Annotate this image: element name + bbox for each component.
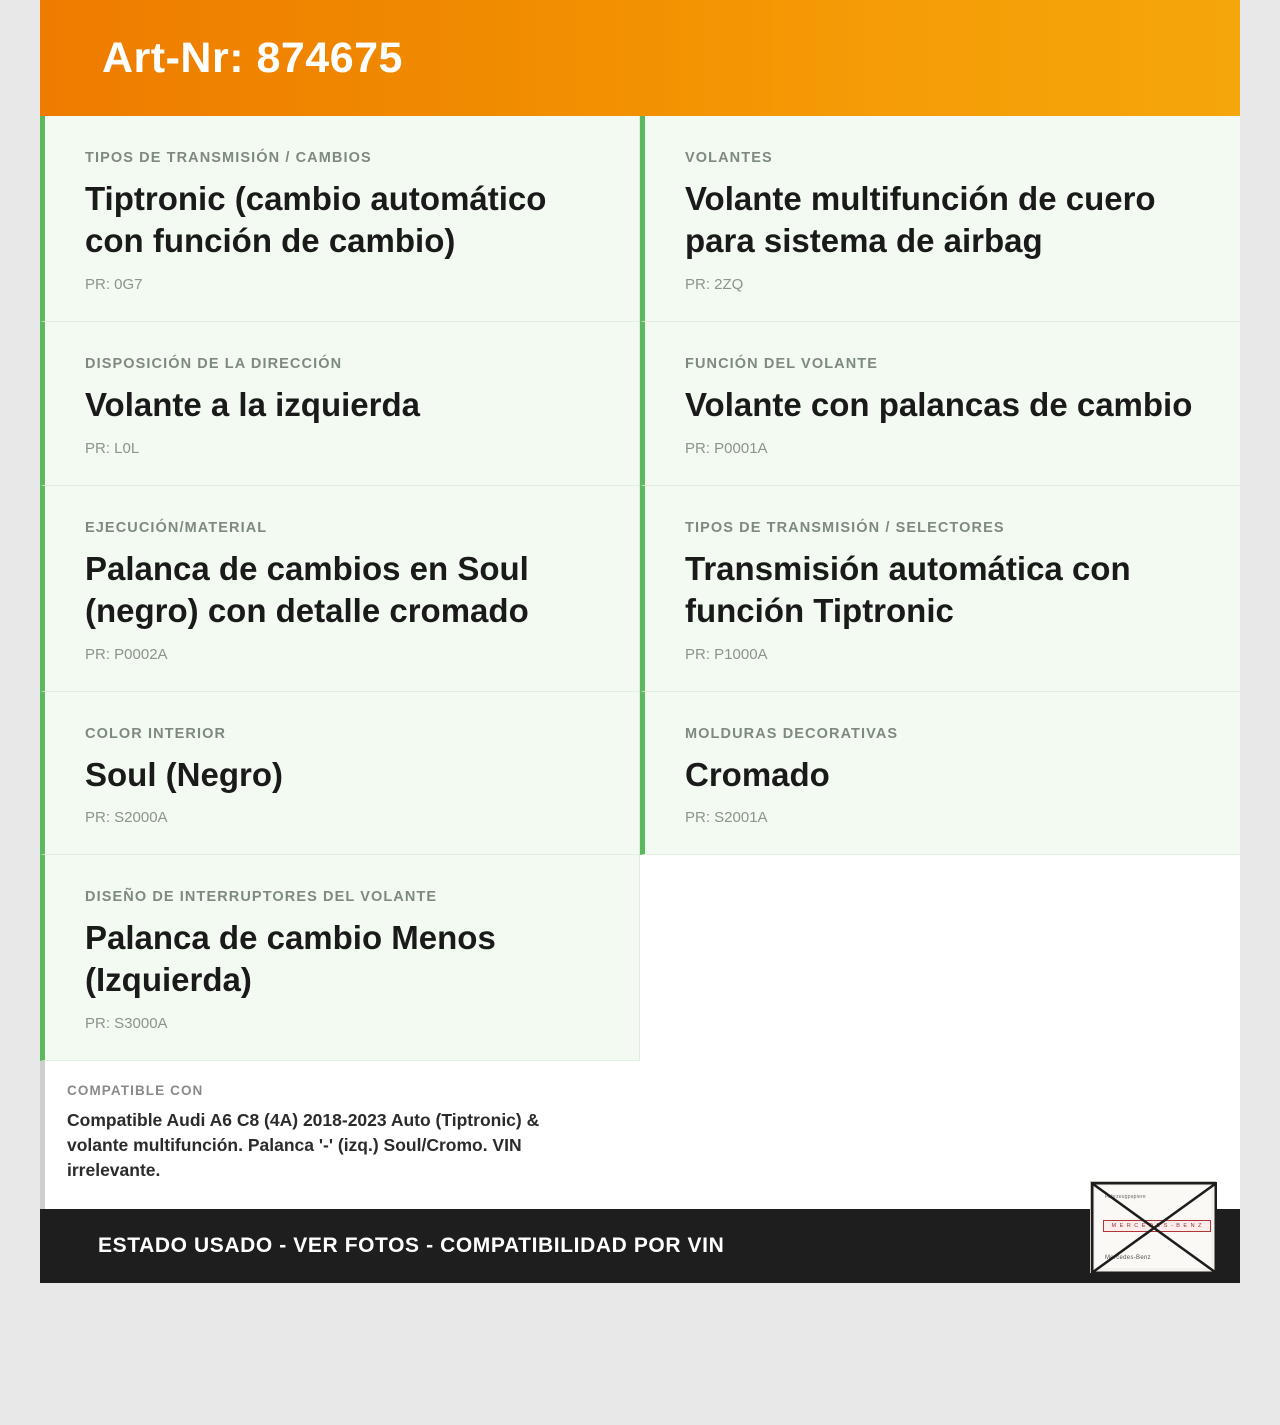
footer-banner xyxy=(40,1193,1240,1283)
compatibility-block xyxy=(40,1061,640,1209)
spec-column-left xyxy=(40,116,640,1209)
spec-card xyxy=(40,486,639,692)
spec-value: Soul (Negro) xyxy=(85,755,283,793)
spec-value: Volante multifunción de cuero para sistema de airbag xyxy=(685,180,1156,259)
envelope-icon xyxy=(1091,1182,1215,1272)
spec-card xyxy=(640,692,1240,856)
spec-card xyxy=(40,322,639,486)
listing-sheet xyxy=(40,0,1240,1283)
footer-note: ESTADO USADO - VER FOTOS - COMPATIBILIDAD POR VIN xyxy=(98,1233,725,1257)
spec-pr-code: PR: S2001A xyxy=(685,809,768,827)
spec-pr-code: PR: 2ZQ xyxy=(685,275,744,293)
compatibility-label: COMPATIBLE CON xyxy=(67,1083,204,1099)
spec-pr-code: PR: S3000A xyxy=(85,1015,168,1033)
spec-value: Palanca de cambios en Soul (negro) con detalle cromado xyxy=(85,549,529,629)
spec-value: Cromado xyxy=(685,755,830,793)
spec-label: TIPOS DE TRANSMISIÓN / SELECTORES xyxy=(685,519,1005,536)
stamp-band: M E R C E D E S - B E N Z xyxy=(1103,1220,1211,1232)
spec-label: COLOR INTERIOR xyxy=(85,725,227,742)
spec-label: EJECUCIÓN/MATERIAL xyxy=(85,519,268,536)
spec-label: VOLANTES xyxy=(685,150,773,166)
spec-card xyxy=(40,116,639,322)
spec-pr-code: PR: P0001A xyxy=(685,439,768,457)
spec-label: MOLDURAS DECORATIVAS xyxy=(685,725,899,742)
spec-pr-code: PR: 0G7 xyxy=(85,275,143,293)
stamp-brand: Mercedes-Benz xyxy=(1105,1254,1151,1261)
spec-pr-code: PR: L0L xyxy=(85,439,140,457)
header-banner xyxy=(40,0,1240,116)
vehicle-papers-stamp xyxy=(1090,1181,1216,1273)
spec-card xyxy=(640,486,1240,692)
compatibility-text: Compatible Audi A6 C8 (4A) 2018-2023 Auto (Tiptronic) & volante multifunción. Palanca '-' (izq.) Soul/Cromo. VIN irrelevante. xyxy=(67,1110,540,1180)
spec-pr-code: PR: P1000A xyxy=(685,645,768,663)
spec-pr-code: PR: P0002A xyxy=(85,645,168,663)
spec-card xyxy=(640,322,1240,486)
spec-value: Volante con palancas de cambio xyxy=(685,385,1193,423)
spec-card xyxy=(640,116,1240,322)
page-title: Art-Nr: 874675 xyxy=(102,33,403,82)
spec-grid xyxy=(40,116,1240,1209)
spec-column-right xyxy=(640,116,1240,1095)
spec-label: DISPOSICIÓN DE LA DIRECCIÓN xyxy=(85,355,343,372)
spec-value: Palanca de cambio Menos (Izquierda) xyxy=(85,919,496,999)
spec-card xyxy=(40,692,639,856)
spec-label: TIPOS DE TRANSMISIÓN / CAMBIOS xyxy=(85,150,372,166)
stamp-top-line: Fahrzeugpapiere xyxy=(1105,1193,1146,1200)
spec-pr-code: PR: S2000A xyxy=(85,809,168,827)
spec-value: Tiptronic (cambio automático con función de cambio) xyxy=(85,180,547,259)
spec-value: Volante a la izquierda xyxy=(85,385,420,423)
spec-card-empty xyxy=(640,855,1240,1095)
spec-label: FUNCIÓN DEL VOLANTE xyxy=(685,355,879,372)
spec-card xyxy=(40,855,639,1061)
spec-label: DISEÑO DE INTERRUPTORES DEL VOLANTE xyxy=(85,889,438,906)
spec-value: Transmisión automática con función Tiptronic xyxy=(685,549,1131,629)
